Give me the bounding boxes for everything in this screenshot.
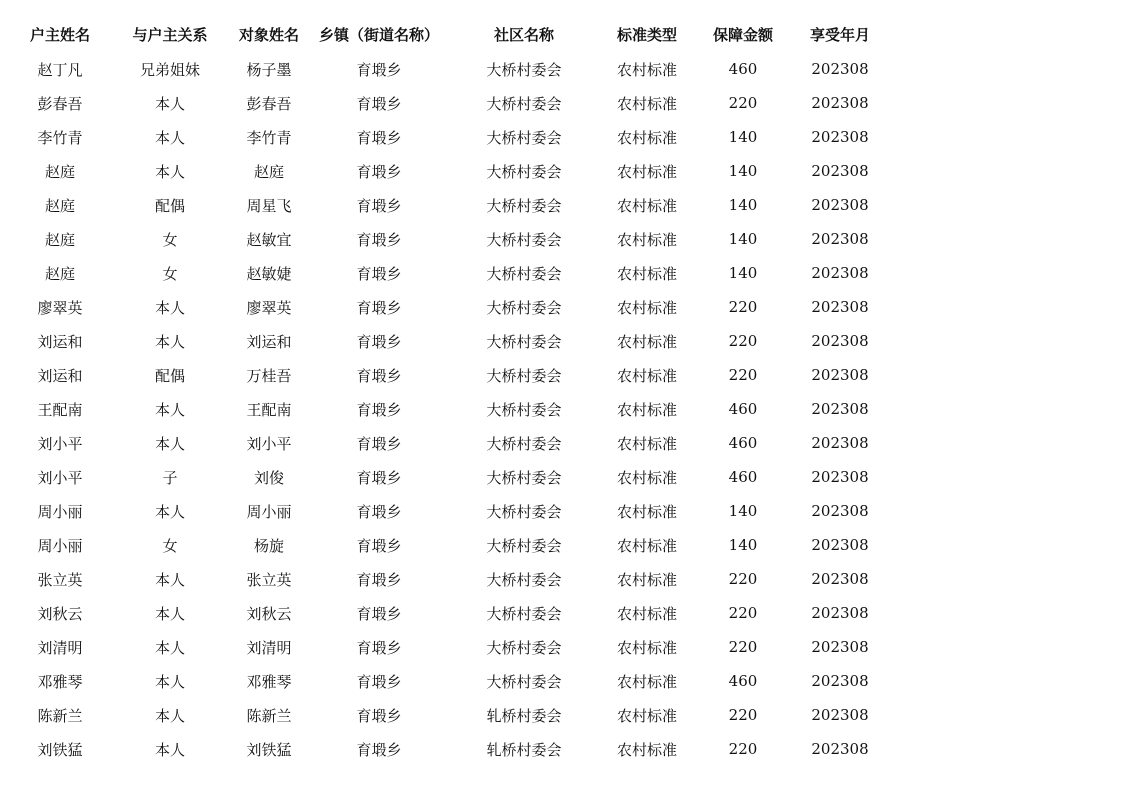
row-spacer [880,324,1122,358]
relation-cell: 配偶 [154,366,185,385]
col-spacer [880,16,1122,52]
household-name-cell: 刘小平 [37,434,83,453]
table-row [0,630,1122,664]
amount-cell: 140 [728,264,758,282]
recipient-name-cell: 刘运和 [246,332,292,351]
relation-cell: 本人 [154,400,185,419]
township-cell: 育塅乡 [356,298,402,317]
community-cell: 大桥村委会 [486,332,562,351]
community-cell: 大桥村委会 [486,468,562,487]
relation-cell: 本人 [154,298,185,317]
row-spacer [880,358,1122,392]
recipient-name-cell: 廖翠英 [246,298,292,317]
period-cell: 202308 [811,536,869,554]
relation-cell: 本人 [154,434,185,453]
household-name-cell: 赵庭 [44,264,75,283]
row-spacer [880,630,1122,664]
amount-cell: 220 [728,570,758,588]
township-cell: 育塅乡 [356,468,402,487]
relation-cell: 女 [162,536,178,555]
household-name-cell: 陈新兰 [37,706,83,725]
relation-cell: 本人 [154,162,185,181]
standard-type-cell: 农村标准 [616,706,677,725]
row-spacer [880,732,1122,766]
community-cell: 大桥村委会 [486,298,562,317]
relation-cell: 本人 [154,672,185,691]
relation-cell: 女 [162,264,178,283]
community-cell: 大桥村委会 [486,366,562,385]
community-cell: 大桥村委会 [486,672,562,691]
community-cell: 大桥村委会 [486,196,562,215]
township-cell: 育塅乡 [356,570,402,589]
recipient-name-cell: 万桂吾 [246,366,292,385]
relation-cell: 本人 [154,502,185,521]
township-cell: 育塅乡 [356,94,402,113]
community-cell: 大桥村委会 [486,570,562,589]
row-spacer [880,698,1122,732]
community-cell: 大桥村委会 [486,604,562,623]
table-row [0,290,1122,324]
table-row [0,86,1122,120]
table-row [0,494,1122,528]
amount-cell: 140 [728,128,758,146]
relation-cell: 女 [162,230,178,249]
household-name-cell: 彭春吾 [37,94,83,113]
household-name-cell: 刘铁猛 [37,740,83,759]
recipient-name-cell: 刘小平 [246,434,292,453]
community-cell: 大桥村委会 [486,60,562,79]
recipient-name-cell: 王配南 [246,400,292,419]
amount-cell: 220 [728,298,758,316]
table-row [0,222,1122,256]
table-body [0,52,1122,766]
row-spacer [880,222,1122,256]
standard-type-cell: 农村标准 [616,366,677,385]
period-cell: 202308 [811,706,869,724]
community-cell: 轧桥村委会 [486,706,562,725]
amount-cell: 140 [728,536,758,554]
period-cell: 202308 [811,740,869,758]
recipient-name-cell: 杨子墨 [246,60,292,79]
amount-cell: 460 [728,400,758,418]
standard-type-cell: 农村标准 [616,536,677,555]
standard-type-cell: 农村标准 [616,264,677,283]
recipient-name-cell: 刘俊 [253,468,284,487]
standard-type-cell: 农村标准 [616,502,677,521]
period-cell: 202308 [811,638,869,656]
recipient-name-cell: 周小丽 [246,502,292,521]
period-cell: 202308 [811,196,869,214]
amount-cell: 460 [728,672,758,690]
household-name-cell: 赵丁凡 [37,60,83,79]
household-name-cell: 赵庭 [44,162,75,181]
recipient-name-cell: 周星飞 [246,196,292,215]
amount-cell: 140 [728,230,758,248]
row-spacer [880,596,1122,630]
period-cell: 202308 [811,604,869,622]
period-cell: 202308 [811,366,869,384]
table-row [0,154,1122,188]
standard-type-cell: 农村标准 [616,298,677,317]
recipient-name-cell: 刘秋云 [246,604,292,623]
household-name-cell: 李竹青 [37,128,83,147]
recipient-name-cell: 彭春吾 [246,94,292,113]
table-row [0,698,1122,732]
recipient-name-cell: 刘清明 [246,638,292,657]
household-name-cell: 赵庭 [44,196,75,215]
period-cell: 202308 [811,128,869,146]
relation-cell: 本人 [154,740,185,759]
period-cell: 202308 [811,672,869,690]
beneficiary-table [0,16,1122,766]
household-name-cell: 赵庭 [44,230,75,249]
table-row [0,120,1122,154]
amount-cell: 460 [728,468,758,486]
relation-cell: 本人 [154,638,185,657]
table-row [0,596,1122,630]
relation-cell: 本人 [154,706,185,725]
township-cell: 育塅乡 [356,60,402,79]
household-name-cell: 周小丽 [37,536,83,555]
period-cell: 202308 [811,230,869,248]
col-head-amount: 保障金额 [712,25,773,44]
community-cell: 大桥村委会 [486,162,562,181]
amount-cell: 220 [728,332,758,350]
household-name-cell: 刘小平 [37,468,83,487]
township-cell: 育塅乡 [356,672,402,691]
amount-cell: 460 [728,60,758,78]
community-cell: 轧桥村委会 [486,740,562,759]
standard-type-cell: 农村标准 [616,570,677,589]
recipient-name-cell: 刘铁猛 [246,740,292,759]
col-head-community: 社区名称 [493,25,554,44]
household-name-cell: 王配南 [37,400,83,419]
township-cell: 育塅乡 [356,604,402,623]
household-name-cell: 刘运和 [37,332,83,351]
row-spacer [880,52,1122,86]
community-cell: 大桥村委会 [486,128,562,147]
period-cell: 202308 [811,332,869,350]
township-cell: 育塅乡 [356,366,402,385]
period-cell: 202308 [811,400,869,418]
relation-cell: 配偶 [154,196,185,215]
standard-type-cell: 农村标准 [616,434,677,453]
relation-cell: 本人 [154,570,185,589]
household-name-cell: 廖翠英 [37,298,83,317]
recipient-name-cell: 杨旋 [253,536,284,555]
household-name-cell: 刘秋云 [37,604,83,623]
standard-type-cell: 农村标准 [616,638,677,657]
household-name-cell: 邓雅琴 [37,672,83,691]
row-spacer [880,426,1122,460]
standard-type-cell: 农村标准 [616,740,677,759]
row-spacer [880,188,1122,222]
amount-cell: 460 [728,434,758,452]
community-cell: 大桥村委会 [486,502,562,521]
township-cell: 育塅乡 [356,502,402,521]
township-cell: 育塅乡 [356,434,402,453]
relation-cell: 本人 [154,604,185,623]
table-row [0,528,1122,562]
amount-cell: 220 [728,94,758,112]
row-spacer [880,256,1122,290]
row-spacer [880,494,1122,528]
table-row [0,664,1122,698]
household-name-cell: 周小丽 [37,502,83,521]
period-cell: 202308 [811,94,869,112]
period-cell: 202308 [811,502,869,520]
table-header [0,16,1122,52]
standard-type-cell: 农村标准 [616,162,677,181]
standard-type-cell: 农村标准 [616,672,677,691]
period-cell: 202308 [811,60,869,78]
community-cell: 大桥村委会 [486,434,562,453]
recipient-name-cell: 赵庭 [253,162,284,181]
community-cell: 大桥村委会 [486,638,562,657]
amount-cell: 140 [728,196,758,214]
standard-type-cell: 农村标准 [616,332,677,351]
recipient-name-cell: 赵敏婕 [246,264,292,283]
col-head-standard-type: 标准类型 [616,25,677,44]
header-row [0,16,1122,52]
standard-type-cell: 农村标准 [616,94,677,113]
township-cell: 育塅乡 [356,706,402,725]
standard-type-cell: 农村标准 [616,230,677,249]
recipient-name-cell: 张立英 [246,570,292,589]
table-row [0,562,1122,596]
row-spacer [880,154,1122,188]
relation-cell: 兄弟姐妹 [139,60,200,79]
row-spacer [880,528,1122,562]
household-name-cell: 张立英 [37,570,83,589]
township-cell: 育塅乡 [356,264,402,283]
col-head-period: 享受年月 [809,25,870,44]
standard-type-cell: 农村标准 [616,196,677,215]
table-row [0,256,1122,290]
township-cell: 育塅乡 [356,638,402,657]
row-spacer [880,86,1122,120]
amount-cell: 220 [728,638,758,656]
table-row [0,52,1122,86]
period-cell: 202308 [811,434,869,452]
township-cell: 育塅乡 [356,332,402,351]
household-name-cell: 刘运和 [37,366,83,385]
township-cell: 育塅乡 [356,400,402,419]
table-row [0,392,1122,426]
standard-type-cell: 农村标准 [616,60,677,79]
community-cell: 大桥村委会 [486,264,562,283]
standard-type-cell: 农村标准 [616,128,677,147]
col-head-township: 乡镇（街道名称） [318,25,439,44]
amount-cell: 220 [728,604,758,622]
township-cell: 育塅乡 [356,162,402,181]
recipient-name-cell: 邓雅琴 [246,672,292,691]
township-cell: 育塅乡 [356,128,402,147]
community-cell: 大桥村委会 [486,94,562,113]
community-cell: 大桥村委会 [486,536,562,555]
amount-cell: 140 [728,502,758,520]
household-name-cell: 刘清明 [37,638,83,657]
relation-cell: 子 [162,468,178,487]
relation-cell: 本人 [154,128,185,147]
standard-type-cell: 农村标准 [616,604,677,623]
period-cell: 202308 [811,162,869,180]
recipient-name-cell: 李竹青 [246,128,292,147]
township-cell: 育塅乡 [356,536,402,555]
table-row [0,732,1122,766]
recipient-name-cell: 陈新兰 [246,706,292,725]
row-spacer [880,460,1122,494]
community-cell: 大桥村委会 [486,230,562,249]
row-spacer [880,120,1122,154]
township-cell: 育塅乡 [356,196,402,215]
col-head-household-name: 户主姓名 [29,25,90,44]
col-head-relation: 与户主关系 [132,25,208,44]
recipient-name-cell: 赵敏宜 [246,230,292,249]
col-head-recipient-name: 对象姓名 [238,25,299,44]
row-spacer [880,562,1122,596]
amount-cell: 140 [728,162,758,180]
table-row [0,358,1122,392]
relation-cell: 本人 [154,332,185,351]
relation-cell: 本人 [154,94,185,113]
amount-cell: 220 [728,706,758,724]
standard-type-cell: 农村标准 [616,468,677,487]
row-spacer [880,664,1122,698]
period-cell: 202308 [811,298,869,316]
row-spacer [880,290,1122,324]
amount-cell: 220 [728,740,758,758]
amount-cell: 220 [728,366,758,384]
community-cell: 大桥村委会 [486,400,562,419]
table-row [0,460,1122,494]
township-cell: 育塅乡 [356,740,402,759]
table-row [0,188,1122,222]
standard-type-cell: 农村标准 [616,400,677,419]
table-row [0,426,1122,460]
table-row [0,324,1122,358]
period-cell: 202308 [811,468,869,486]
period-cell: 202308 [811,264,869,282]
township-cell: 育塅乡 [356,230,402,249]
period-cell: 202308 [811,570,869,588]
row-spacer [880,392,1122,426]
